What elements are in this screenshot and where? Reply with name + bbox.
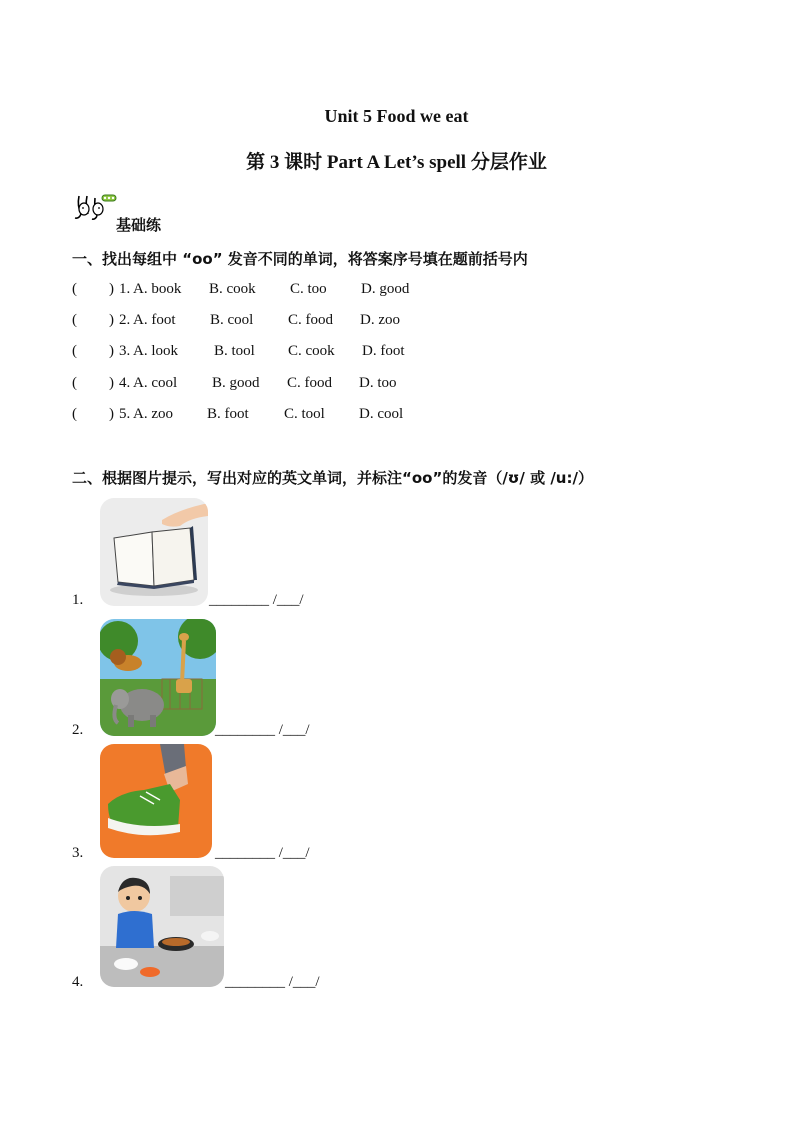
- option-d: D. foot: [362, 343, 405, 359]
- option-a: A. book: [133, 281, 182, 297]
- option-b: B. cook: [209, 281, 256, 297]
- question-number: 1.: [119, 281, 131, 297]
- option-a: A. foot: [133, 312, 176, 328]
- option-d: D. too: [359, 375, 397, 391]
- close-bracket: ): [109, 312, 114, 328]
- option-a: A. zoo: [133, 406, 173, 422]
- close-bracket: ): [109, 343, 114, 359]
- question-number: 2.: [119, 312, 131, 328]
- option-d: D. cool: [359, 406, 404, 422]
- item-number-3: 3.: [72, 845, 84, 861]
- option-a: A. cool: [133, 375, 178, 391]
- item-number-2: 2.: [72, 722, 84, 738]
- item-number-1: 1.: [72, 592, 84, 608]
- cartoon-rabbit-icon: [73, 192, 117, 222]
- answer-blank-3[interactable]: ________ /___/: [215, 845, 310, 861]
- level-label: 基础练: [116, 216, 162, 234]
- answer-blank-4[interactable]: ________ /___/: [225, 974, 320, 990]
- option-c: C. tool: [284, 406, 325, 422]
- section2-heading: 二、根据图片提示，写出对应的英文单词，并标注“oo”的发音（/ʊ/ 或 /u:/）: [72, 469, 593, 487]
- option-d: D. good: [361, 281, 410, 297]
- close-bracket: ): [109, 375, 114, 391]
- answer-blank-2[interactable]: ________ /___/: [215, 722, 310, 738]
- option-b: B. good: [212, 375, 260, 391]
- lesson-subtitle: 第 3 课时 Part A Let’s spell 分层作业: [246, 152, 547, 173]
- open-bracket: (: [72, 375, 77, 391]
- cooking-picture: [100, 866, 224, 987]
- zoo-picture: [100, 619, 216, 736]
- close-bracket: ): [109, 406, 114, 422]
- option-d: D. zoo: [360, 312, 400, 328]
- option-b: B. cool: [210, 312, 254, 328]
- question-number: 4.: [119, 375, 131, 391]
- option-c: C. cook: [288, 343, 335, 359]
- section1-heading: 一、找出每组中 “oo” 发音不同的单词，将答案序号填在题前括号内: [72, 250, 528, 268]
- book-picture: [100, 498, 208, 606]
- open-bracket: (: [72, 406, 77, 422]
- page-title: Unit 5 Food we eat: [324, 106, 469, 126]
- close-bracket: ): [109, 281, 114, 297]
- option-c: C. too: [290, 281, 327, 297]
- open-bracket: (: [72, 281, 77, 297]
- item-number-4: 4.: [72, 974, 84, 990]
- option-a: A. look: [133, 343, 178, 359]
- answer-blank-1[interactable]: ________ /___/: [209, 592, 304, 608]
- option-c: C. food: [287, 375, 332, 391]
- open-bracket: (: [72, 343, 77, 359]
- option-c: C. food: [288, 312, 333, 328]
- question-number: 3.: [119, 343, 131, 359]
- option-b: B. tool: [214, 343, 255, 359]
- foot-picture: [100, 744, 212, 858]
- question-number: 5.: [119, 406, 131, 422]
- option-b: B. foot: [207, 406, 249, 422]
- open-bracket: (: [72, 312, 77, 328]
